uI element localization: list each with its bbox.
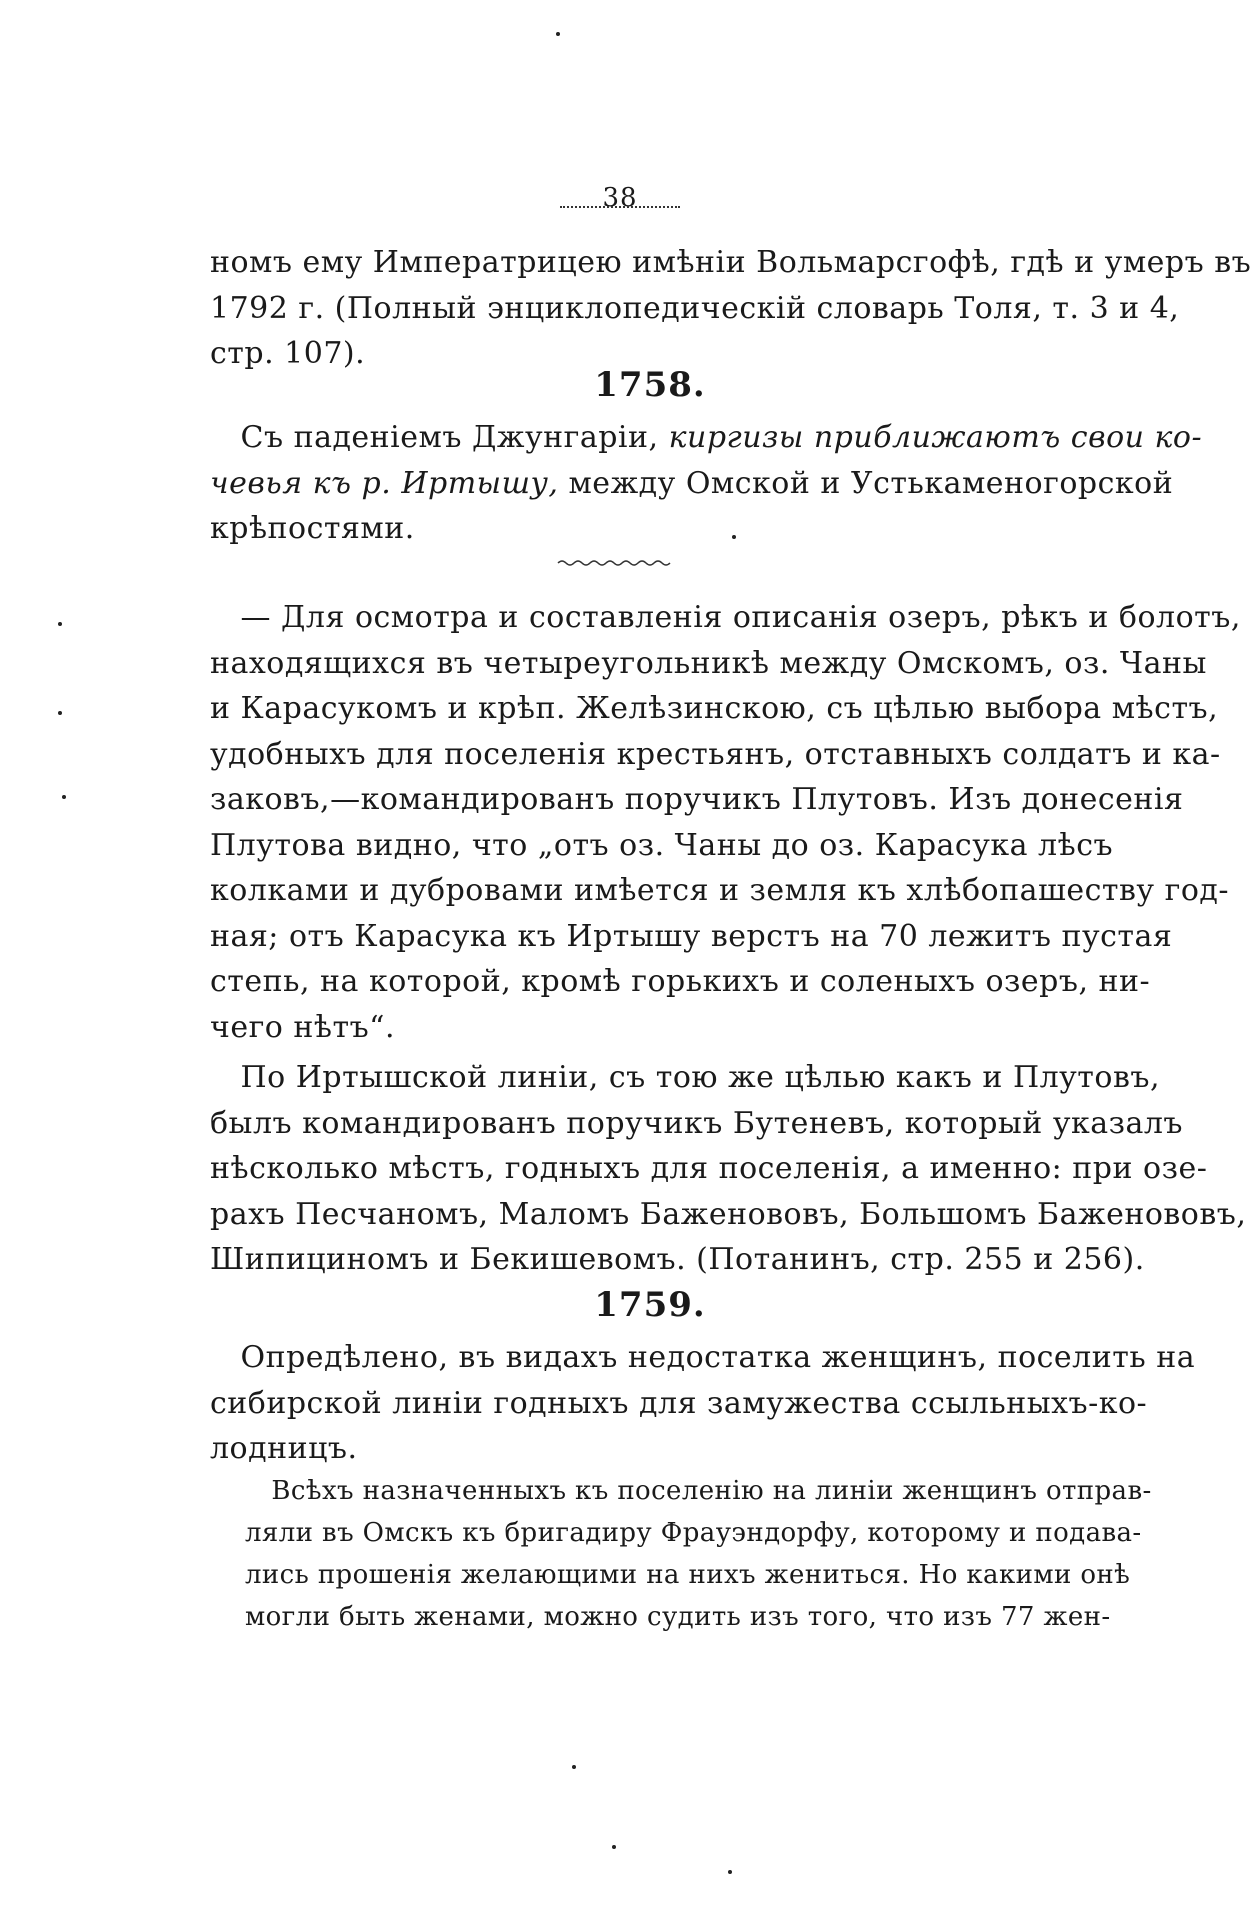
scan-speck xyxy=(556,32,560,36)
text-line: Плутова видно, что „отъ оз. Чаны до оз. Карасука лѣсъ xyxy=(210,827,1114,863)
text-line: стр. 107). xyxy=(210,336,366,371)
text-line: лись прошенія желающими на нихъ жениться. Но какими онѣ xyxy=(245,1560,1131,1590)
text-line: Шипициномъ и Бекишевомъ. (Потанинъ, стр. 255 и 256). xyxy=(210,1242,1145,1277)
scan-speck xyxy=(612,1845,616,1849)
text-line: могли быть женами, можно судить изъ того, что изъ 77 жен- xyxy=(245,1602,1111,1632)
text-line: По Иртышской линіи, съ тою же цѣлью какъ и Плутовъ, xyxy=(240,1060,1160,1095)
text-line: Съ паденіемъ Джунгаріи, киргизы приближаютъ свои ко- xyxy=(240,420,1203,455)
paragraph-quote-small xyxy=(245,1470,1152,1638)
text-line: 1792 г. (Полный энциклопедическій словарь Толя, т. 3 и 4, xyxy=(210,290,1180,326)
text-line: заковъ,—командированъ поручикъ Плутовъ. Изъ донесенія xyxy=(210,782,1184,817)
scan-speck xyxy=(732,535,736,539)
text-line: рахъ Песчаномъ, Маломъ Баженововъ, Большомъ Баженововъ, xyxy=(210,1196,1247,1232)
text-line: степь, на которой, кромѣ горькихъ и соленыхъ озеръ, ни- xyxy=(210,964,1151,999)
scan-speck xyxy=(572,1765,576,1769)
intro-paragraph xyxy=(210,240,1251,377)
text-line: нѣсколько мѣстъ, годныхъ для поселенія, а именно: при озе- xyxy=(210,1151,1208,1186)
text-line: чего нѣтъ“. xyxy=(210,1009,396,1045)
scan-speck xyxy=(58,622,62,626)
text-line: номъ ему Императрицею имѣніи Вольмарсгофѣ, гдѣ и умеръ въ xyxy=(210,245,1251,280)
text-line: удобныхъ для поселенія крестьянъ, отставныхъ солдатъ и ка- xyxy=(210,736,1221,772)
text-line: ная; отъ Карасука къ Иртышу верстъ на 70 лежитъ пустая xyxy=(210,918,1173,954)
text-line: сибирской линіи годныхъ для замужества ссыльныхъ-ко- xyxy=(210,1385,1148,1421)
scan-speck xyxy=(728,1870,732,1874)
text-line: Опредѣлено, въ видахъ недостатка женщинъ, поселить на xyxy=(240,1340,1196,1375)
text-line: крѣпостями. xyxy=(210,511,415,546)
text-line: Всѣхъ назначенныхъ къ поселенію на линіи женщинъ отправ- xyxy=(271,1476,1152,1506)
text-line: чевья къ р. Иртышу, между Омской и Устькаменогорской xyxy=(210,465,1174,501)
page-number: 38 xyxy=(602,183,638,213)
year-heading-1758: 1758. xyxy=(594,365,706,405)
page-number-dots xyxy=(560,206,680,208)
text-line: былъ командированъ поручикъ Бутеневъ, который указалъ xyxy=(210,1105,1183,1141)
paragraph-osmotr xyxy=(210,595,1241,1050)
year-heading-1759: 1759. xyxy=(594,1285,706,1325)
text-line: — Для осмотра и составленія описанія озеръ, рѣкъ и болотъ, xyxy=(240,600,1241,635)
scan-speck xyxy=(58,711,62,715)
paragraph-irtysh xyxy=(210,1055,1247,1283)
text-line: находящихся въ четыреугольникѣ между Омскомъ, оз. Чаны xyxy=(210,645,1207,681)
paragraph-1759 xyxy=(210,1335,1196,1472)
scan-speck xyxy=(62,795,66,799)
text-line: лодницъ. xyxy=(210,1431,358,1466)
wavy-separator xyxy=(558,559,672,567)
text-line: и Карасукомъ и крѣп. Желѣзинскою, съ цѣлью выбора мѣстъ, xyxy=(210,691,1219,726)
paragraph-1758 xyxy=(210,415,1203,552)
text-line: колками и дубровами имѣется и земля къ хлѣбопашеству год- xyxy=(210,873,1229,908)
text-line: ляли въ Омскъ къ бригадиру Фрауэндорфу, которому и подава- xyxy=(245,1518,1142,1548)
